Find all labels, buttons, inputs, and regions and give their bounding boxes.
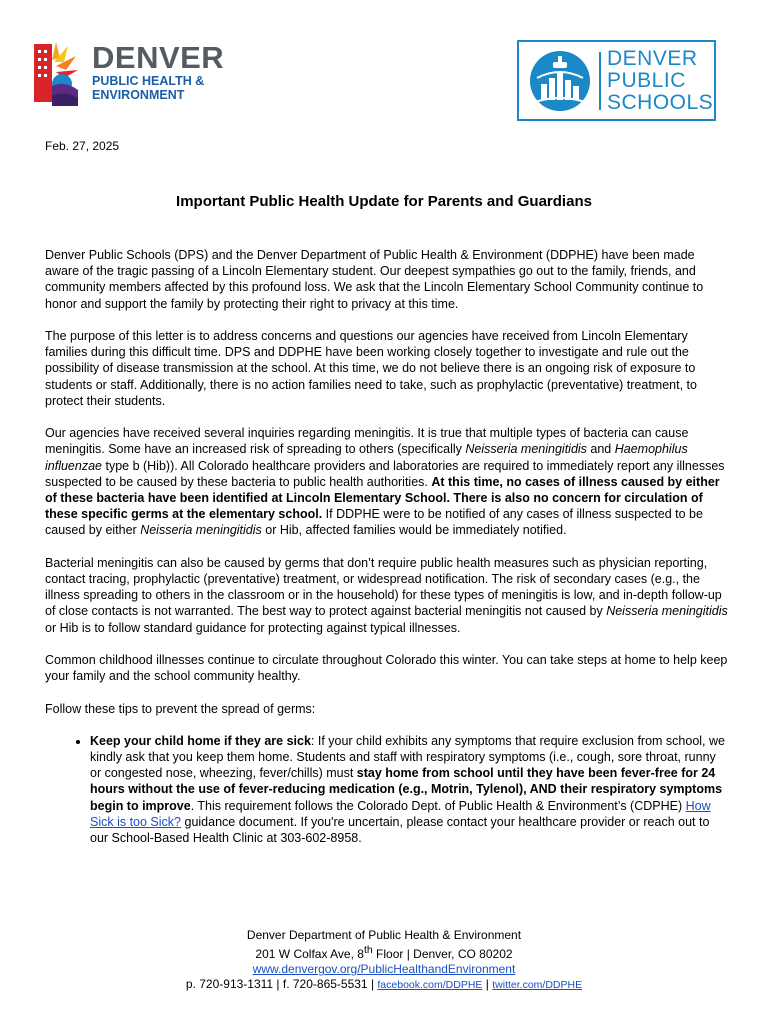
text: : If your child exhibits any symptoms that require exclusion from school, we kindly ask that you keep them home. Students and staff with respiratory symptoms (i.e., cough, sore throat, runny or congested nose, wheezing, fever/chills) must — [90, 733, 725, 781]
italic-term: Neisseria meningitidis — [140, 523, 262, 538]
tips-list — [45, 733, 729, 846]
bold-statement: Keep your child home if they are sick — [90, 733, 311, 748]
ddphe-logo-line1: DENVER — [92, 40, 225, 75]
letter-body — [45, 247, 729, 846]
address-superscript: th — [363, 944, 373, 956]
facebook-link[interactable]: facebook.com/DDPHE — [377, 979, 483, 991]
paragraph-2: The purpose of this letter is to address concerns and questions our agencies have received from Lincoln Elementary families during this difficult time. DPS and DDPHE have been working closely together to investigate and rule out the possibility of disease transmission at the school. At this time, we do not believe there is an ongoing risk of exposure to students or staff. Additionally, there is no action families need to take, such as prophylactic (preventative) treatment, to protect their students. — [45, 329, 697, 408]
text: or Hib, affected families would be immediately notified. — [261, 523, 567, 538]
dps-logo-line1: DENVER — [607, 47, 698, 70]
paragraph-4 — [45, 555, 729, 636]
text: type b (Hib)). All Colorado healthcare providers and laboratories are required to immediately report any illnesses suspected to be caused by these bacteria to public health authorities. — [45, 458, 725, 489]
text: or Hib is to follow standard guidance for protecting against typical illnesses. — [45, 620, 461, 635]
website-link[interactable]: www.denvergov.org/PublicHealthandEnvironment — [252, 962, 516, 976]
bold-statement: stay home from school until they have been fever-free for 24 hours without the use of fever-reducing medication (e.g., Motrin, Tylenol), AND their respiratory symptoms begin to improve — [90, 766, 723, 813]
italic-term: Neisseria meningitidis — [606, 604, 728, 619]
how-sick-link[interactable]: How Sick is too Sick? — [90, 798, 711, 829]
text: and — [586, 442, 615, 457]
separator: | — [482, 977, 493, 991]
ddphe-logo-line2: PUBLIC HEALTH & — [92, 74, 205, 88]
text: If DDPHE were to be notified of any cases of illness suspected to be caused by either — [45, 507, 703, 538]
dps-logo — [517, 40, 716, 121]
dps-emblem-icon — [527, 48, 593, 114]
phone-fax-text: p. 720-913-1311 | f. 720-865-5531 | — [185, 977, 378, 991]
footer-org: Denver Department of Public Health & Environment — [246, 928, 522, 942]
paragraph-3 — [45, 425, 729, 538]
ddphe-logo-line3: ENVIRONMENT — [92, 88, 185, 102]
denver-city-logo-icon — [34, 40, 78, 106]
bold-statement: At this time, no cases of illness caused by either of these bacteria have been identified at Lincoln Elementary School. There is also no concern for circulation of these specific germs at the elementary school. — [45, 474, 720, 522]
italic-term: Haemophilus influenzae — [45, 442, 688, 473]
address-text: 201 W Colfax Ave, 8 — [255, 947, 364, 961]
paragraph-1: Denver Public Schools (DPS) and the Denver Department of Public Health & Environment (DDPHE) have been made aware of the tragic passing of a Lincoln Elementary student. Our deepest sympathies go out to the family, friends, and community members affected by this profound loss. We ask that the Lincoln Elementary School Community continue to honor and support the family by protecting their right to privacy at this time. — [45, 248, 704, 311]
list-item — [90, 733, 729, 846]
dps-logo-divider — [599, 52, 601, 110]
text: . This requirement follows the Colorado Dept. of Public Health & Environment’s (CDPHE) — [190, 798, 686, 813]
text: Bacterial meningitis can also be caused by germs that don’t require public health measures such as physician reporting, contact tracing, prophylactic (preventative) treatment, or widespread notification. The risk of secondary cases (e.g., the illness spreading to others in the classroom or in the household) for these types of meningitis is low, and in-depth follow-up of close contacts is not warranted. The best way to protect against bacterial meningitis not caused by — [45, 555, 722, 619]
letter-footer — [0, 928, 768, 993]
paragraph-6: Follow these tips to prevent the spread of germs: — [45, 701, 316, 716]
footer-contact — [0, 977, 768, 993]
twitter-link[interactable]: twitter.com/DDPHE — [492, 979, 583, 991]
address-text: Floor | Denver, CO 80202 — [372, 947, 513, 961]
dps-logo-line2: PUBLIC — [607, 69, 686, 92]
footer-address — [0, 943, 768, 962]
dps-logo-line3: SCHOOLS — [607, 91, 714, 114]
letter-date: Feb. 27, 2025 — [45, 139, 120, 153]
text: guidance document. If you're uncertain, please contact your healthcare provider or reach out to our School-Based Health Clinic at 303-602-8958. — [90, 814, 710, 846]
italic-term: Neisseria meningitidis — [465, 442, 587, 457]
text: Our agencies have received several inquiries regarding meningitis. It is true that multiple types of bacteria can cause meningitis. Some have an increased risk of spreading to others (specifically — [45, 426, 689, 457]
paragraph-5: Common childhood illnesses continue to circulate throughout Colorado this winter. You can take steps at home to help keep your family and the school community healthy. — [45, 653, 728, 684]
letter-title: Important Public Health Update for Parents and Guardians — [176, 193, 592, 210]
ddphe-logo — [34, 40, 254, 110]
